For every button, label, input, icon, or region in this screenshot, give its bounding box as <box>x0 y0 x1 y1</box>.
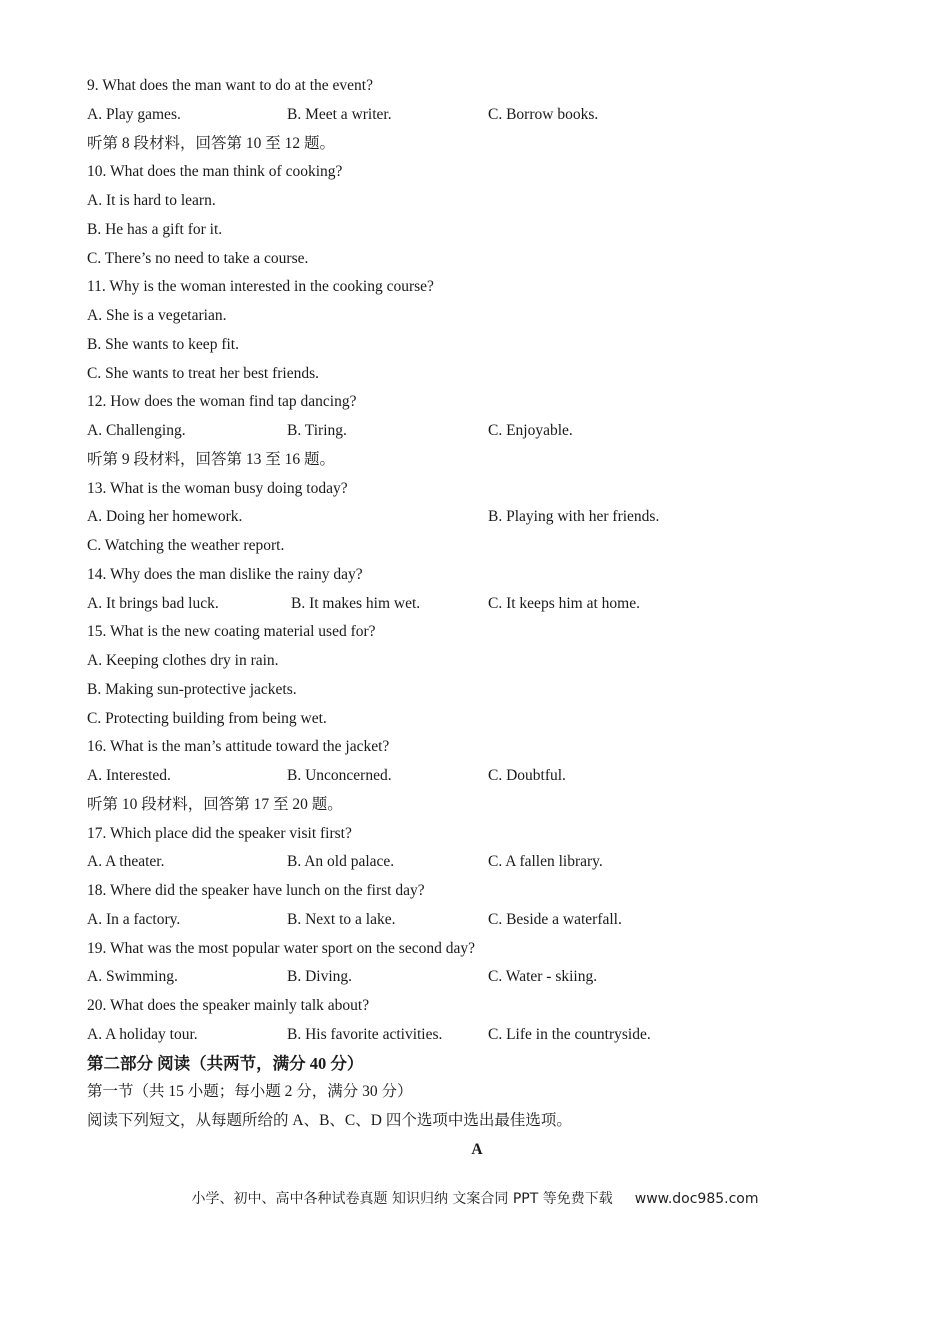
option-a: A. Doing her homework. <box>87 508 243 526</box>
text-line: B. He has a gift for it. <box>87 220 223 238</box>
option-a: A. Play games. <box>87 105 181 123</box>
page-footer <box>0 1188 950 1208</box>
question-text: 13. What is the woman busy doing today? <box>87 479 348 497</box>
text-line: C. Protecting building from being wet. <box>87 709 327 727</box>
text-line: B. She wants to keep fit. <box>87 335 239 353</box>
option-c: C. It keeps him at home. <box>488 594 640 612</box>
text-line: C. Watching the weather report. <box>87 537 285 554</box>
option-b: B. Diving. <box>287 968 353 986</box>
question-text: 14. Why does the man dislike the rainy day? <box>87 565 363 583</box>
option-b: B. It makes him wet. <box>291 594 421 612</box>
question-text: 20. What does the speaker mainly talk about? <box>87 997 370 1014</box>
text-line: C. She wants to treat her best friends. <box>87 364 320 382</box>
option-row <box>87 503 867 532</box>
text-line: 听第 9 段材料，回答第 13 至 16 题。 <box>87 450 336 468</box>
option-b: B. Meet a writer. <box>287 105 392 123</box>
option-a: A. It brings bad luck. <box>87 594 219 612</box>
passage-label: A <box>471 1140 483 1158</box>
option-a: A. Challenging. <box>87 422 186 439</box>
option-row <box>87 762 867 791</box>
text-line: C. There’s no need to take a course. <box>87 249 309 267</box>
question-text: 16. What is the man’s attitude toward the jacket? <box>87 738 390 756</box>
question-text: 12. How does the woman find tap dancing? <box>87 393 357 411</box>
question-text: 9. What does the man want to do at the event? <box>87 77 373 94</box>
option-c: C. Enjoyable. <box>488 422 573 439</box>
question-text: 15. What is the new coating material used for? <box>87 623 376 641</box>
document-page <box>87 72 867 1165</box>
option-a: A. A holiday tour. <box>87 1025 198 1043</box>
option-c: C. Beside a waterfall. <box>488 910 622 928</box>
text-line: 听第 10 段材料，回答第 17 至 20 题。 <box>87 795 343 813</box>
text-line: 阅读下列短文，从每题所给的 A、B、C、D 四个选项中选出最佳选项。 <box>87 1112 572 1129</box>
option-row <box>87 848 867 877</box>
option-b: B. Unconcerned. <box>287 767 392 784</box>
option-b: B. Playing with her friends. <box>488 508 660 526</box>
option-row <box>87 1021 867 1050</box>
option-c: C. A fallen library. <box>488 853 603 871</box>
footer-url: www.doc985.com <box>634 1191 759 1207</box>
text-line: A. Keeping clothes dry in rain. <box>87 652 279 669</box>
option-row <box>87 417 867 446</box>
text-line: 听第 8 段材料，回答第 10 至 12 题。 <box>87 134 336 152</box>
question-text: 18. Where did the speaker have lunch on the first day? <box>87 882 425 899</box>
option-a: A. A theater. <box>87 853 165 871</box>
option-c: C. Borrow books. <box>488 105 599 123</box>
question-text: 19. What was the most popular water sport on the second day? <box>87 939 475 957</box>
section-heading: 第二部分 阅读（共两节，满分 40 分） <box>87 1053 364 1073</box>
question-list <box>87 72 867 1165</box>
option-b: B. Tiring. <box>287 422 347 439</box>
option-b: B. His favorite activities. <box>287 1025 443 1043</box>
question-text: 10. What does the man think of cooking? <box>87 163 343 181</box>
option-row <box>87 906 867 935</box>
option-row <box>87 101 867 130</box>
text-line: 第一节（共 15 小题；每小题 2 分，满分 30 分） <box>87 1083 413 1101</box>
option-c: C. Doubtful. <box>488 767 566 784</box>
text-line: A. It is hard to learn. <box>87 192 216 209</box>
option-c: C. Life in the countryside. <box>488 1025 651 1043</box>
question-text: 11. Why is the woman interested in the cooking course? <box>87 278 434 296</box>
question-text: 17. Which place did the speaker visit first? <box>87 824 352 842</box>
text-line: A. She is a vegetarian. <box>87 307 227 324</box>
footer-text: 小学、初中、高中各种试卷真题 知识归纳 文案合同 PPT 等免费下载 <box>191 1191 613 1207</box>
option-a: A. Swimming. <box>87 968 178 986</box>
option-row <box>87 590 867 619</box>
option-b: B. Next to a lake. <box>287 910 396 928</box>
text-line: B. Making sun-protective jackets. <box>87 680 297 698</box>
option-c: C. Water - skiing. <box>488 968 598 986</box>
option-a: A. Interested. <box>87 767 171 784</box>
option-a: A. In a factory. <box>87 910 181 928</box>
option-row <box>87 963 867 992</box>
option-b: B. An old palace. <box>287 853 395 871</box>
